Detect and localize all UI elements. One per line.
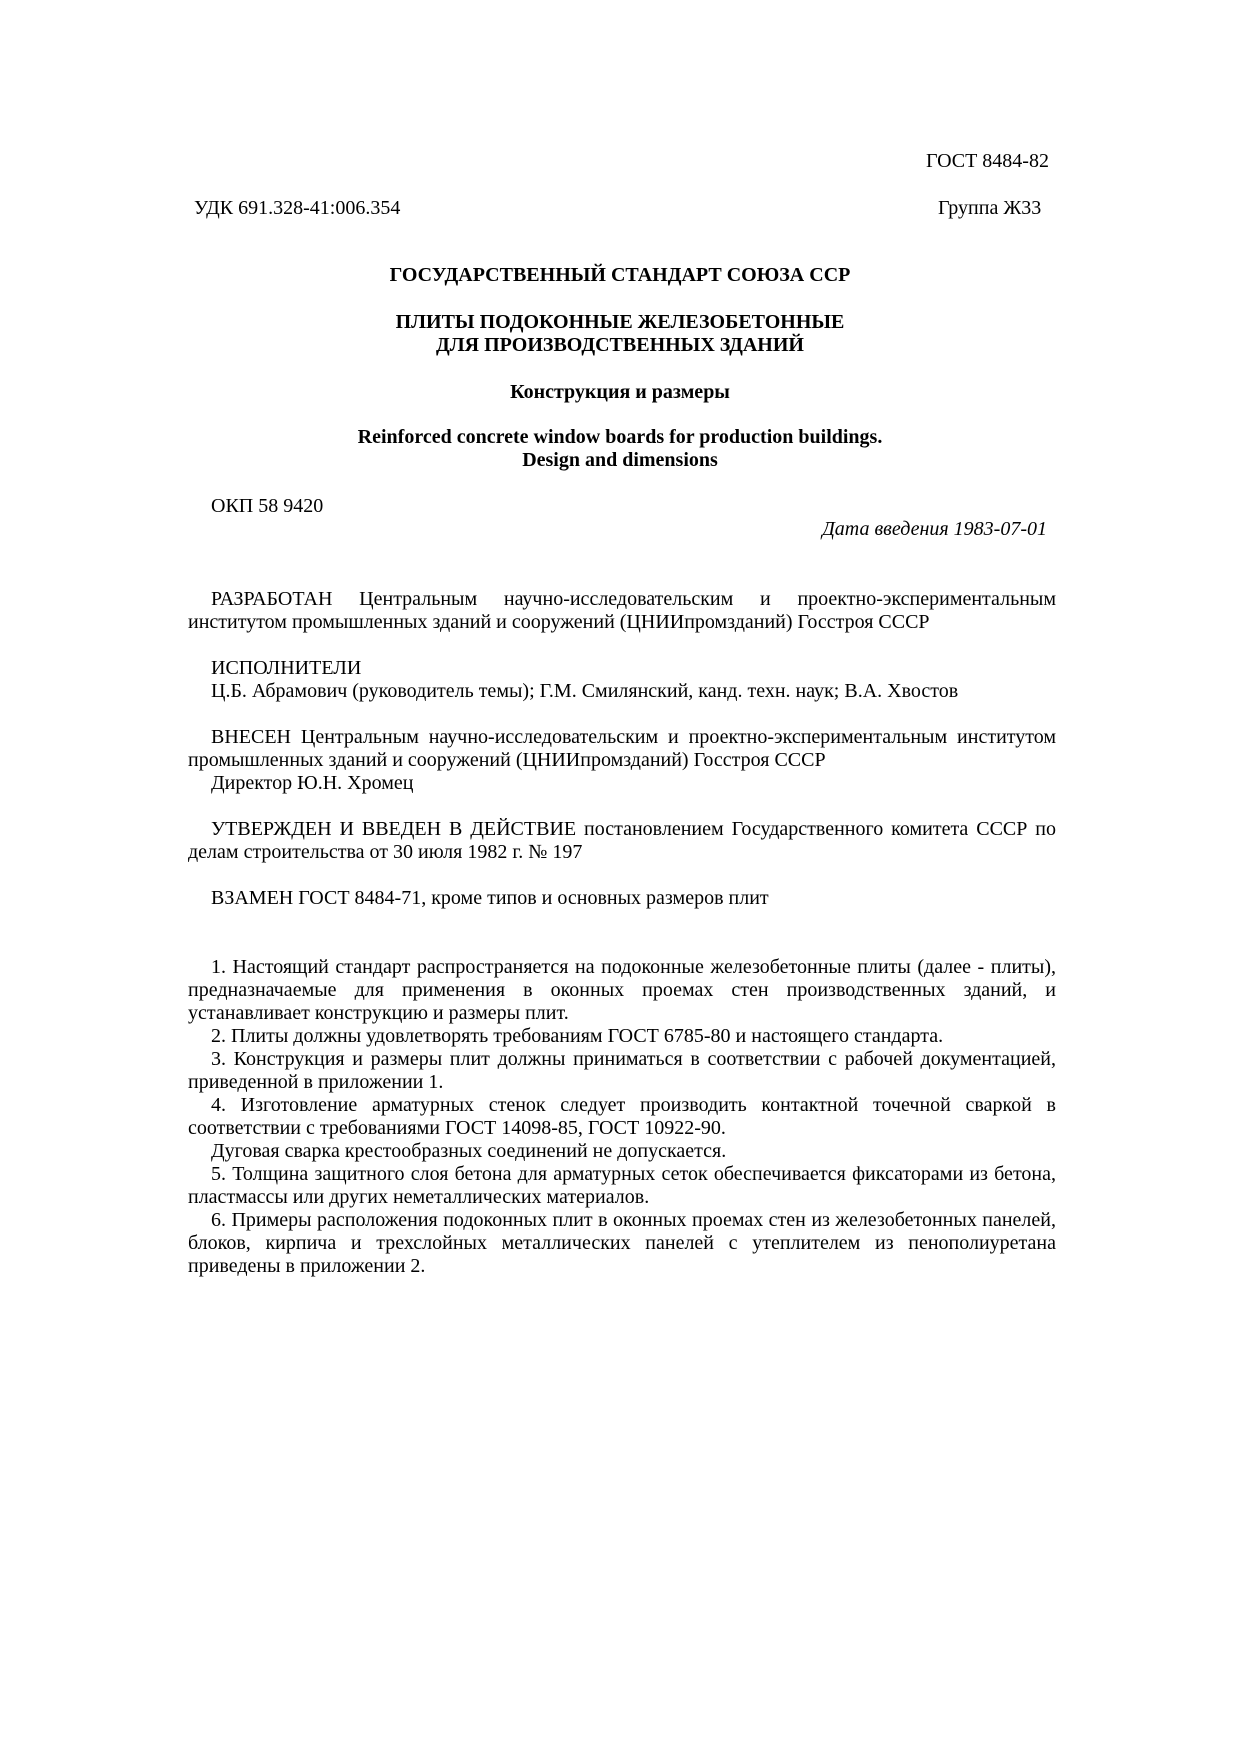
group-code: Группа Ж33 <box>938 197 1042 219</box>
executors-block <box>188 657 1056 703</box>
clause-1: 1. Настоящий стандарт распространяется на подоконные железобетонные плиты (далее - плиты), предназначаемые для применения в оконных проемах стен производственных зданий, и устанавливает конструкцию и размеры плит. <box>188 956 1056 1024</box>
introduction-date: Дата введения 1983-07-01 <box>822 518 1047 540</box>
approval-text: УТВЕРЖДЕН И ВВЕДЕН В ДЕЙСТВИЕ постановлением Государственного комитета СССР по делам строительства от 30 июля 1982 г. № 197 <box>188 818 1056 863</box>
okp-code: ОКП 58 9420 <box>211 495 324 517</box>
clause-6: 6. Примеры расположения подоконных плит в оконных проемах стен из железобетонных панелей, блоков, кирпича и трехслойных металлических панелей с утеплителем из пенополиуретана приведены в приложении 2. <box>188 1209 1056 1277</box>
english-title-line2: Design and dimensions <box>522 449 718 471</box>
executors-list: Ц.Б. Абрамович (руководитель темы); Г.М. Смилянский, канд. техн. наук; В.А. Хвостов <box>211 680 959 702</box>
standard-title: ГОСУДАРСТВЕННЫЙ СТАНДАРТ СОЮЗА ССР <box>389 264 851 286</box>
replaces-text: ВЗАМЕН ГОСТ 8484-71, кроме типов и основных размеров плит <box>211 887 769 909</box>
document-title-line2: ДЛЯ ПРОИЗВОДСТВЕННЫХ ЗДАНИЙ <box>436 334 804 356</box>
executors-label: ИСПОЛНИТЕЛИ <box>211 657 362 679</box>
udk-code: УДК 691.328-41:006.354 <box>194 197 401 219</box>
document-title-line1: ПЛИТЫ ПОДОКОННЫЕ ЖЕЛЕЗОБЕТОННЫЕ <box>395 311 845 333</box>
director-name: Директор Ю.Н. Хромец <box>211 772 414 794</box>
replaces-block <box>188 887 1056 910</box>
gost-number: ГОСТ 8484-82 <box>926 150 1049 172</box>
introduced-by-text: ВНЕСЕН Центральным научно-исследовательским и проектно-экспериментальным институтом промышленных зданий и сооружений (ЦНИИпромзданий) Госстроя СССР <box>188 726 1056 771</box>
introduced-by <box>188 726 1056 795</box>
approval-block <box>188 818 1056 864</box>
clause-4: 4. Изготовление арматурных стенок следует производить контактной точечной сваркой в соответствии с требованиями ГОСТ 14098-85, ГОСТ 10922-90. <box>188 1094 1056 1139</box>
developed-by-text: РАЗРАБОТАН Центральным научно-исследовательским и проектно-экспериментальным институтом промышленных зданий и сооружений (ЦНИИпромзданий) Госстроя СССР <box>188 588 1056 633</box>
english-title-line1: Reinforced concrete window boards for production buildings. <box>357 426 883 448</box>
clause-5: 5. Толщина защитного слоя бетона для арматурных сеток обеспечивается фиксаторами из бетона, пластмассы или других неметаллических материалов. <box>188 1163 1056 1208</box>
clauses-list <box>188 956 1056 1278</box>
clause-2: 2. Плиты должны удовлетворять требованиям ГОСТ 6785-80 и настоящего стандарта. <box>211 1025 944 1047</box>
developed-by <box>188 588 1056 634</box>
clause-4-note: Дуговая сварка крестообразных соединений не допускается. <box>211 1140 727 1162</box>
document-subtitle: Конструкция и размеры <box>510 381 730 403</box>
clause-3: 3. Конструкция и размеры плит должны приниматься в соответствии с рабочей документацией, приведенной в приложении 1. <box>188 1048 1056 1093</box>
